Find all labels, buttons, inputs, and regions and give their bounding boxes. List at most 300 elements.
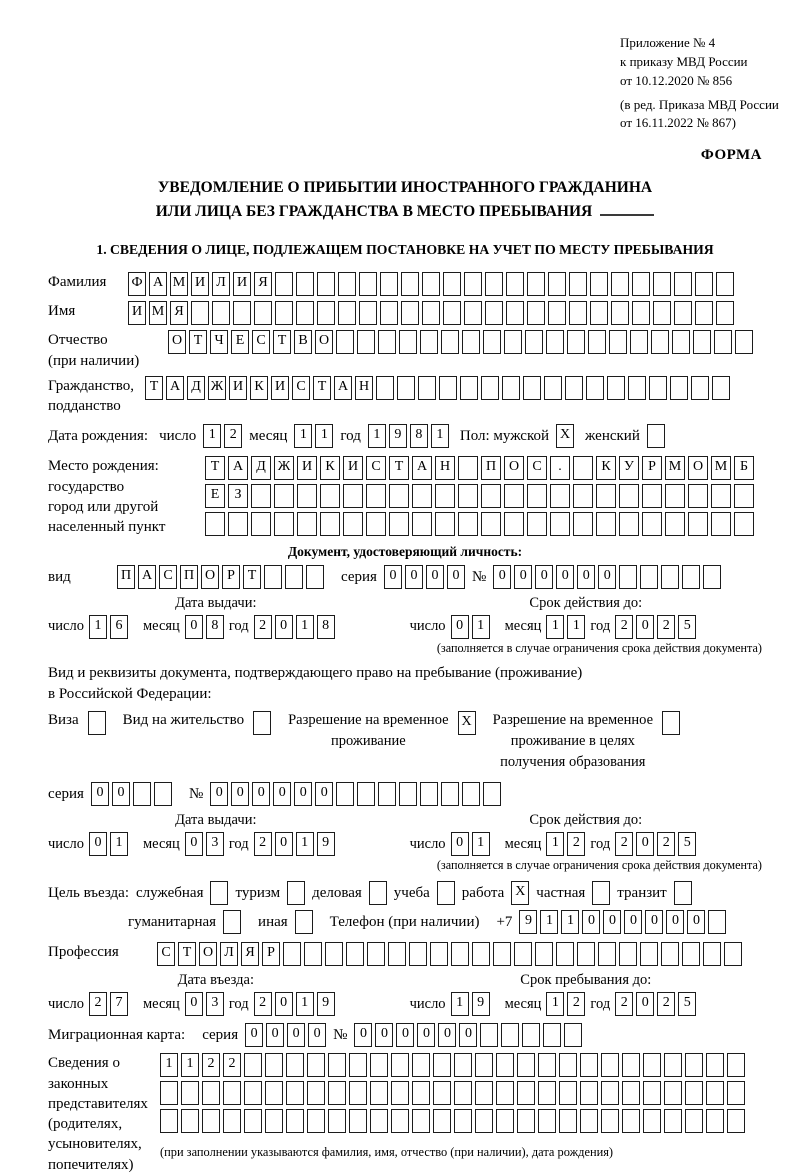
- form-cell[interactable]: 6: [110, 615, 128, 639]
- form-cell[interactable]: [317, 301, 335, 325]
- form-cell[interactable]: И: [343, 456, 363, 480]
- form-cell[interactable]: [296, 301, 314, 325]
- form-cell[interactable]: [328, 1081, 346, 1105]
- form-cell[interactable]: [286, 1053, 304, 1077]
- residence-valid-month-cells[interactable]: [546, 832, 585, 856]
- form-cell[interactable]: 3: [206, 832, 224, 856]
- form-cell[interactable]: [480, 1023, 498, 1047]
- form-cell[interactable]: 1: [296, 832, 314, 856]
- form-cell[interactable]: [727, 1053, 745, 1077]
- form-cell[interactable]: [265, 1081, 283, 1105]
- form-cell[interactable]: [191, 301, 209, 325]
- purpose-tourism-checkbox[interactable]: [287, 881, 305, 905]
- form-cell[interactable]: [212, 301, 230, 325]
- form-cell[interactable]: [706, 1081, 724, 1105]
- form-cell[interactable]: [611, 272, 629, 296]
- form-cell[interactable]: [286, 1081, 304, 1105]
- form-cell[interactable]: [397, 376, 415, 400]
- form-cell[interactable]: [619, 512, 639, 536]
- form-cell[interactable]: [550, 484, 570, 508]
- form-cell[interactable]: 0: [645, 910, 663, 934]
- form-cell[interactable]: [703, 942, 721, 966]
- form-cell[interactable]: 0: [535, 565, 553, 589]
- form-cell[interactable]: [527, 484, 547, 508]
- form-cell[interactable]: И: [297, 456, 317, 480]
- form-cell[interactable]: [601, 1053, 619, 1077]
- purpose-study-checkbox[interactable]: [437, 881, 455, 905]
- form-cell[interactable]: [588, 330, 606, 354]
- form-cell[interactable]: 0: [438, 1023, 456, 1047]
- form-cell[interactable]: 2: [657, 832, 675, 856]
- form-cell[interactable]: [640, 942, 658, 966]
- form-cell[interactable]: [306, 565, 324, 589]
- form-cell[interactable]: [706, 1053, 724, 1077]
- form-cell[interactable]: [181, 1081, 199, 1105]
- form-cell[interactable]: С: [527, 456, 547, 480]
- form-cell[interactable]: 1: [181, 1053, 199, 1077]
- form-cell[interactable]: С: [159, 565, 177, 589]
- form-cell[interactable]: П: [180, 565, 198, 589]
- form-cell[interactable]: О: [201, 565, 219, 589]
- form-cell[interactable]: [475, 1081, 493, 1105]
- purpose-transit-checkbox[interactable]: [674, 881, 692, 905]
- form-cell[interactable]: Р: [222, 565, 240, 589]
- form-cell[interactable]: С: [292, 376, 310, 400]
- form-cell[interactable]: 1: [296, 992, 314, 1016]
- form-cell[interactable]: Ч: [210, 330, 228, 354]
- phone-cells[interactable]: [519, 910, 726, 934]
- entry-day-cells[interactable]: [89, 992, 128, 1016]
- form-cell[interactable]: 0: [275, 832, 293, 856]
- purpose-other-checkbox[interactable]: [295, 910, 313, 934]
- form-cell[interactable]: [630, 330, 648, 354]
- form-cell[interactable]: 5: [678, 615, 696, 639]
- form-cell[interactable]: [724, 942, 742, 966]
- form-cell[interactable]: 2: [224, 424, 242, 448]
- form-cell[interactable]: [538, 1081, 556, 1105]
- form-cell[interactable]: 0: [405, 565, 423, 589]
- form-cell[interactable]: [674, 272, 692, 296]
- form-cell[interactable]: [254, 301, 272, 325]
- entry-month-cells[interactable]: [185, 992, 224, 1016]
- stay-day-cells[interactable]: [451, 992, 490, 1016]
- form-cell[interactable]: [573, 484, 593, 508]
- form-cell[interactable]: О: [504, 456, 524, 480]
- form-cell[interactable]: 0: [636, 615, 654, 639]
- form-cell[interactable]: [609, 330, 627, 354]
- form-cell[interactable]: 2: [615, 992, 633, 1016]
- form-cell[interactable]: 1: [203, 424, 221, 448]
- form-cell[interactable]: [714, 330, 732, 354]
- legal-reps-cells-row1[interactable]: [160, 1053, 745, 1077]
- form-cell[interactable]: А: [166, 376, 184, 400]
- form-cell[interactable]: [622, 1109, 640, 1133]
- form-cell[interactable]: [607, 376, 625, 400]
- form-cell[interactable]: М: [711, 456, 731, 480]
- form-cell[interactable]: 2: [567, 992, 585, 1016]
- form-cell[interactable]: [160, 1109, 178, 1133]
- form-cell[interactable]: [665, 484, 685, 508]
- form-cell[interactable]: Л: [212, 272, 230, 296]
- form-cell[interactable]: [202, 1081, 220, 1105]
- form-cell[interactable]: Т: [313, 376, 331, 400]
- form-cell[interactable]: [412, 1053, 430, 1077]
- form-cell[interactable]: 9: [519, 910, 537, 934]
- form-cell[interactable]: [569, 301, 587, 325]
- form-cell[interactable]: 0: [294, 782, 312, 806]
- form-cell[interactable]: [649, 376, 667, 400]
- form-cell[interactable]: [596, 484, 616, 508]
- form-cell[interactable]: Я: [254, 272, 272, 296]
- form-cell[interactable]: О: [168, 330, 186, 354]
- form-cell[interactable]: [569, 272, 587, 296]
- form-cell[interactable]: [559, 1053, 577, 1077]
- form-cell[interactable]: К: [320, 456, 340, 480]
- form-cell[interactable]: [307, 1053, 325, 1077]
- form-cell[interactable]: [622, 1053, 640, 1077]
- migration-series-cells[interactable]: [245, 1023, 326, 1047]
- form-cell[interactable]: [328, 1109, 346, 1133]
- form-cell[interactable]: 0: [603, 910, 621, 934]
- form-cell[interactable]: [367, 942, 385, 966]
- form-cell[interactable]: [233, 301, 251, 325]
- form-cell[interactable]: [628, 376, 646, 400]
- form-cell[interactable]: [485, 301, 503, 325]
- form-cell[interactable]: [682, 942, 700, 966]
- form-cell[interactable]: 2: [202, 1053, 220, 1077]
- form-cell[interactable]: 0: [252, 782, 270, 806]
- form-cell[interactable]: [343, 512, 363, 536]
- form-cell[interactable]: [535, 942, 553, 966]
- form-cell[interactable]: [133, 782, 151, 806]
- form-cell[interactable]: [454, 1081, 472, 1105]
- form-cell[interactable]: [573, 512, 593, 536]
- form-cell[interactable]: [264, 565, 282, 589]
- form-cell[interactable]: 1: [89, 615, 107, 639]
- residence-issue-day-cells[interactable]: [89, 832, 128, 856]
- residence-valid-day-cells[interactable]: [451, 832, 490, 856]
- form-cell[interactable]: [251, 484, 271, 508]
- form-cell[interactable]: 1: [546, 832, 564, 856]
- form-cell[interactable]: [462, 782, 480, 806]
- form-cell[interactable]: [391, 1053, 409, 1077]
- residence-valid-year-cells[interactable]: [615, 832, 696, 856]
- form-cell[interactable]: [181, 1109, 199, 1133]
- form-cell[interactable]: 2: [254, 992, 272, 1016]
- form-cell[interactable]: [412, 1109, 430, 1133]
- form-cell[interactable]: [538, 1109, 556, 1133]
- form-cell[interactable]: 0: [185, 992, 203, 1016]
- form-cell[interactable]: [285, 565, 303, 589]
- form-cell[interactable]: [643, 1109, 661, 1133]
- form-cell[interactable]: [205, 512, 225, 536]
- form-cell[interactable]: [642, 512, 662, 536]
- form-cell[interactable]: Т: [273, 330, 291, 354]
- form-cell[interactable]: [711, 484, 731, 508]
- form-cell[interactable]: [662, 711, 680, 735]
- form-cell[interactable]: [601, 1081, 619, 1105]
- form-cell[interactable]: [664, 1109, 682, 1133]
- residence-number-cells[interactable]: [210, 782, 501, 806]
- form-cell[interactable]: [88, 711, 106, 735]
- form-cell[interactable]: [688, 512, 708, 536]
- doc-issue-day-cells[interactable]: [89, 615, 128, 639]
- form-cell[interactable]: 1: [160, 1053, 178, 1077]
- birthplace-cells-row1[interactable]: [205, 456, 754, 480]
- form-cell[interactable]: [642, 484, 662, 508]
- form-cell[interactable]: [378, 330, 396, 354]
- form-cell[interactable]: [464, 301, 482, 325]
- form-cell[interactable]: [307, 1081, 325, 1105]
- form-cell[interactable]: 1: [561, 910, 579, 934]
- form-cell[interactable]: Е: [231, 330, 249, 354]
- form-cell[interactable]: [525, 330, 543, 354]
- doc-issue-year-cells[interactable]: [254, 615, 335, 639]
- form-cell[interactable]: [422, 272, 440, 296]
- form-cell[interactable]: [265, 1053, 283, 1077]
- form-cell[interactable]: Т: [389, 456, 409, 480]
- form-cell[interactable]: Н: [355, 376, 373, 400]
- form-cell[interactable]: 9: [317, 832, 335, 856]
- form-cell[interactable]: [349, 1109, 367, 1133]
- form-cell[interactable]: [691, 376, 709, 400]
- form-cell[interactable]: [370, 1053, 388, 1077]
- form-cell[interactable]: [253, 711, 271, 735]
- residence-issue-month-cells[interactable]: [185, 832, 224, 856]
- form-cell[interactable]: С: [366, 456, 386, 480]
- form-cell[interactable]: [357, 782, 375, 806]
- form-cell[interactable]: [462, 330, 480, 354]
- form-cell[interactable]: [435, 512, 455, 536]
- form-cell[interactable]: X: [458, 711, 476, 735]
- temp-residence-checkbox[interactable]: [458, 711, 476, 735]
- form-cell[interactable]: 0: [396, 1023, 414, 1047]
- form-cell[interactable]: А: [149, 272, 167, 296]
- form-cell[interactable]: [517, 1081, 535, 1105]
- form-cell[interactable]: [559, 1081, 577, 1105]
- form-cell[interactable]: 0: [112, 782, 130, 806]
- form-cell[interactable]: [422, 301, 440, 325]
- form-cell[interactable]: [349, 1081, 367, 1105]
- form-cell[interactable]: 1: [451, 992, 469, 1016]
- form-cell[interactable]: [357, 330, 375, 354]
- form-cell[interactable]: 0: [636, 832, 654, 856]
- form-cell[interactable]: [401, 272, 419, 296]
- form-cell[interactable]: 2: [223, 1053, 241, 1077]
- form-cell[interactable]: [433, 1081, 451, 1105]
- form-cell[interactable]: [670, 376, 688, 400]
- form-cell[interactable]: [244, 1081, 262, 1105]
- form-cell[interactable]: [297, 484, 317, 508]
- form-cell[interactable]: [228, 512, 248, 536]
- form-cell[interactable]: [283, 942, 301, 966]
- form-cell[interactable]: 2: [657, 992, 675, 1016]
- form-cell[interactable]: [598, 942, 616, 966]
- form-cell[interactable]: 1: [110, 832, 128, 856]
- visa-checkbox[interactable]: [88, 711, 106, 735]
- form-cell[interactable]: 0: [577, 565, 595, 589]
- form-cell[interactable]: 8: [206, 615, 224, 639]
- form-cell[interactable]: [265, 1109, 283, 1133]
- form-cell[interactable]: 0: [447, 565, 465, 589]
- form-cell[interactable]: [359, 301, 377, 325]
- doc-series-cells[interactable]: [384, 565, 465, 589]
- form-cell[interactable]: [640, 565, 658, 589]
- doc-valid-month-cells[interactable]: [546, 615, 585, 639]
- form-cell[interactable]: [433, 1053, 451, 1077]
- form-cell[interactable]: [401, 301, 419, 325]
- form-cell[interactable]: Я: [241, 942, 259, 966]
- form-cell[interactable]: [653, 272, 671, 296]
- form-cell[interactable]: С: [157, 942, 175, 966]
- form-cell[interactable]: [522, 1023, 540, 1047]
- doc-type-cells[interactable]: [117, 565, 324, 589]
- form-cell[interactable]: К: [596, 456, 616, 480]
- form-cell[interactable]: [460, 376, 478, 400]
- form-cell[interactable]: [346, 942, 364, 966]
- form-cell[interactable]: [472, 942, 490, 966]
- form-cell[interactable]: [244, 1053, 262, 1077]
- birth-month-cells[interactable]: [294, 424, 333, 448]
- form-cell[interactable]: 7: [110, 992, 128, 1016]
- form-cell[interactable]: [409, 942, 427, 966]
- form-cell[interactable]: [688, 484, 708, 508]
- form-cell[interactable]: [451, 942, 469, 966]
- form-cell[interactable]: 0: [91, 782, 109, 806]
- form-cell[interactable]: И: [191, 272, 209, 296]
- form-cell[interactable]: [376, 376, 394, 400]
- legal-reps-cells-row2[interactable]: [160, 1081, 745, 1105]
- form-cell[interactable]: 9: [389, 424, 407, 448]
- form-cell[interactable]: [296, 272, 314, 296]
- form-cell[interactable]: [458, 456, 478, 480]
- form-cell[interactable]: [154, 782, 172, 806]
- form-cell[interactable]: [735, 330, 753, 354]
- form-cell[interactable]: [506, 301, 524, 325]
- form-cell[interactable]: 8: [317, 615, 335, 639]
- form-cell[interactable]: [435, 484, 455, 508]
- migration-number-cells[interactable]: [354, 1023, 582, 1047]
- form-cell[interactable]: [496, 1081, 514, 1105]
- firstname-cells[interactable]: [128, 301, 734, 325]
- doc-issue-month-cells[interactable]: [185, 615, 224, 639]
- form-cell[interactable]: [665, 512, 685, 536]
- form-cell[interactable]: [223, 910, 241, 934]
- form-cell[interactable]: [496, 1053, 514, 1077]
- form-cell[interactable]: [643, 1081, 661, 1105]
- form-cell[interactable]: [653, 301, 671, 325]
- form-cell[interactable]: 0: [273, 782, 291, 806]
- form-cell[interactable]: 0: [231, 782, 249, 806]
- form-cell[interactable]: 0: [315, 782, 333, 806]
- form-cell[interactable]: 3: [206, 992, 224, 1016]
- form-cell[interactable]: [420, 782, 438, 806]
- form-cell[interactable]: 0: [275, 615, 293, 639]
- form-cell[interactable]: 1: [567, 615, 585, 639]
- birth-day-cells[interactable]: [203, 424, 242, 448]
- form-cell[interactable]: [304, 942, 322, 966]
- form-cell[interactable]: [349, 1053, 367, 1077]
- doc-valid-day-cells[interactable]: [451, 615, 490, 639]
- form-cell[interactable]: 9: [317, 992, 335, 1016]
- form-cell[interactable]: 0: [266, 1023, 284, 1047]
- form-cell[interactable]: 2: [567, 832, 585, 856]
- form-cell[interactable]: [275, 272, 293, 296]
- temp-residence-edu-checkbox[interactable]: [662, 711, 680, 735]
- form-cell[interactable]: 0: [185, 615, 203, 639]
- form-cell[interactable]: А: [138, 565, 156, 589]
- form-cell[interactable]: [412, 1081, 430, 1105]
- form-cell[interactable]: 2: [615, 832, 633, 856]
- form-cell[interactable]: Л: [220, 942, 238, 966]
- form-cell[interactable]: 0: [354, 1023, 372, 1047]
- form-cell[interactable]: Ж: [274, 456, 294, 480]
- form-cell[interactable]: [274, 512, 294, 536]
- form-cell[interactable]: [481, 376, 499, 400]
- form-cell[interactable]: [580, 1109, 598, 1133]
- form-cell[interactable]: [544, 376, 562, 400]
- form-cell[interactable]: К: [250, 376, 268, 400]
- purpose-private-checkbox[interactable]: [592, 881, 610, 905]
- birth-year-cells[interactable]: [368, 424, 449, 448]
- form-cell[interactable]: [433, 1109, 451, 1133]
- form-cell[interactable]: [223, 1081, 241, 1105]
- form-cell[interactable]: [325, 942, 343, 966]
- form-cell[interactable]: [651, 330, 669, 354]
- form-cell[interactable]: 1: [546, 615, 564, 639]
- form-cell[interactable]: 1: [472, 832, 490, 856]
- form-cell[interactable]: [441, 782, 459, 806]
- form-cell[interactable]: [420, 330, 438, 354]
- form-cell[interactable]: М: [665, 456, 685, 480]
- entry-year-cells[interactable]: [254, 992, 335, 1016]
- form-cell[interactable]: [550, 512, 570, 536]
- form-cell[interactable]: [685, 1081, 703, 1105]
- form-cell[interactable]: [517, 1053, 535, 1077]
- form-cell[interactable]: [338, 301, 356, 325]
- form-cell[interactable]: [523, 376, 541, 400]
- form-cell[interactable]: [370, 1081, 388, 1105]
- form-cell[interactable]: 1: [296, 615, 314, 639]
- form-cell[interactable]: [601, 1109, 619, 1133]
- form-cell[interactable]: А: [412, 456, 432, 480]
- form-cell[interactable]: [703, 565, 721, 589]
- form-cell[interactable]: [223, 1109, 241, 1133]
- form-cell[interactable]: Р: [642, 456, 662, 480]
- form-cell[interactable]: [210, 881, 228, 905]
- form-cell[interactable]: [596, 512, 616, 536]
- form-cell[interactable]: Т: [205, 456, 225, 480]
- form-cell[interactable]: 5: [678, 832, 696, 856]
- form-cell[interactable]: С: [252, 330, 270, 354]
- form-cell[interactable]: [514, 942, 532, 966]
- form-cell[interactable]: О: [315, 330, 333, 354]
- form-cell[interactable]: Я: [170, 301, 188, 325]
- form-cell[interactable]: [160, 1081, 178, 1105]
- form-cell[interactable]: [328, 1053, 346, 1077]
- form-cell[interactable]: Р: [262, 942, 280, 966]
- form-cell[interactable]: X: [511, 881, 529, 905]
- form-cell[interactable]: [496, 1109, 514, 1133]
- form-cell[interactable]: О: [199, 942, 217, 966]
- form-cell[interactable]: [716, 301, 734, 325]
- form-cell[interactable]: [643, 1053, 661, 1077]
- form-cell[interactable]: [307, 1109, 325, 1133]
- form-cell[interactable]: [493, 942, 511, 966]
- residence-permit-checkbox[interactable]: [253, 711, 271, 735]
- form-cell[interactable]: [502, 376, 520, 400]
- form-cell[interactable]: [543, 1023, 561, 1047]
